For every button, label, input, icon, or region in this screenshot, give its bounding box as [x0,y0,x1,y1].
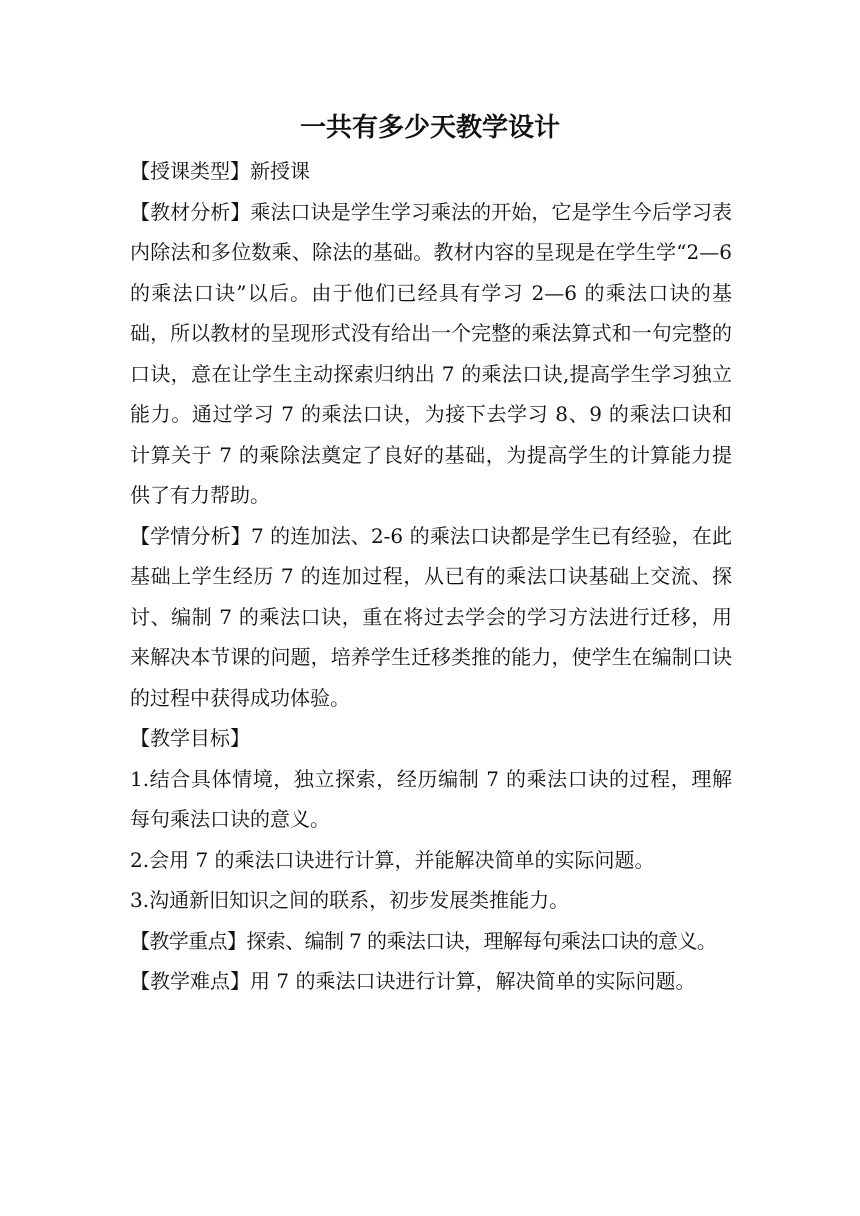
section-text: 3.沟通新旧知识之间的联系，初步发展类推能力。 [130,888,570,912]
document-body [130,151,732,1002]
section-text: 2.会用 7 的乘法口诀进行计算，并能解决简单的实际问题。 [130,847,655,872]
paragraph-goal-2 [130,840,732,881]
section-label: 【教材分析】 [130,199,251,224]
section-label: 【教学重点】 [130,928,247,953]
paragraph-goal-1 [130,759,732,840]
document-title: 一共有多少天教学设计 [299,113,560,143]
section-text: 探索、编制 7 的乘法口诀，理解每句乘法口诀的意义。 [246,928,717,953]
section-text: 新授课 [250,159,310,183]
paragraph-difficulties [130,961,732,1002]
paragraph-goal-3 [130,880,732,921]
section-text: 乘法口诀是学生学习乘法的开始，它是学生今后学习表内除法和多位数乘、除法的基础。教材内容的呈现是在学生学“2—6的乘法口诀”以后。由于他们已经具有学习 2—6 的乘法口诀的基础，所以教材的呈现形式没有给出一个完整的乘法算式和一句完整的口诀，意在让学生主动探索归纳出 7 的乘法口诀,提高学生学习独立能力。通过学习 7 的乘法口诀，为接下去学习 8、9 的乘法口诀和计算关于 7 的乘除法奠定了良好的基础，为提高学生的计算能力提供了有力帮助。 [130,199,733,507]
paragraph-key-points [130,921,732,962]
paragraph-material-analysis [130,192,732,516]
section-label: 【授课类型】 [130,159,250,183]
paragraph-student-analysis [130,516,732,719]
section-label: 【教学目标】 [130,726,250,750]
section-label: 【教学难点】 [130,969,250,993]
paragraph-lesson-type [130,151,732,192]
paragraph-teaching-goals-heading [130,718,732,759]
section-text: 7 的连加法、2-6 的乘法口诀都是学生已有经验，在此基础上学生经历 7 的连加过程，从已有的乘法口诀基础上交流、探讨、编制 7 的乘法口诀，重在将过去学会的学习方法进行迁移，用来解决本节课的问题，培养学生迁移类推的能力，使学生在编制口诀的过程中获得成功体验。 [130,523,732,710]
section-text: 1.结合具体情境，独立探索，经历编制 7 的乘法口诀的过程，理解每句乘法口诀的意义。 [130,766,732,831]
section-text: 用 7 的乘法口诀进行计算，解决简单的实际问题。 [250,969,696,993]
section-label: 【学情分析】 [130,523,251,548]
